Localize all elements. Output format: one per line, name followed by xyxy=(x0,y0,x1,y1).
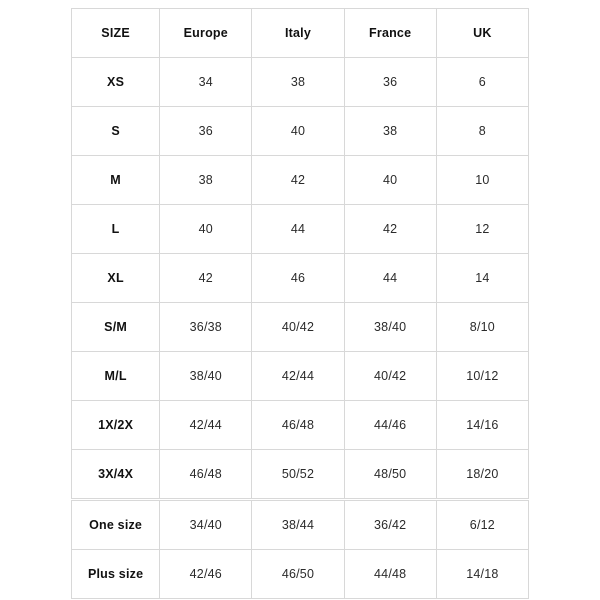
cell-france: 48/50 xyxy=(344,450,436,499)
cell-italy: 50/52 xyxy=(252,450,344,499)
row-label: L xyxy=(72,205,160,254)
table-row xyxy=(72,401,529,450)
cell-europe: 34/40 xyxy=(160,501,252,550)
table-row xyxy=(72,303,529,352)
cell-france: 40 xyxy=(344,156,436,205)
cell-france: 36/42 xyxy=(344,501,436,550)
cell-france: 44 xyxy=(344,254,436,303)
cell-italy: 38/44 xyxy=(252,501,344,550)
cell-uk: 12 xyxy=(436,205,528,254)
table-row xyxy=(72,550,529,599)
cell-france: 36 xyxy=(344,58,436,107)
cell-france: 40/42 xyxy=(344,352,436,401)
cell-uk: 6 xyxy=(436,58,528,107)
cell-europe: 42/44 xyxy=(160,401,252,450)
cell-uk: 10 xyxy=(436,156,528,205)
cell-europe: 42/46 xyxy=(160,550,252,599)
cell-france: 44/46 xyxy=(344,401,436,450)
table-row xyxy=(72,352,529,401)
row-label: M/L xyxy=(72,352,160,401)
cell-france: 44/48 xyxy=(344,550,436,599)
cell-europe: 36 xyxy=(160,107,252,156)
cell-europe: 36/38 xyxy=(160,303,252,352)
row-label: S/M xyxy=(72,303,160,352)
cell-uk: 8/10 xyxy=(436,303,528,352)
cell-uk: 14/16 xyxy=(436,401,528,450)
cell-france: 42 xyxy=(344,205,436,254)
cell-uk: 8 xyxy=(436,107,528,156)
cell-italy: 46/48 xyxy=(252,401,344,450)
cell-italy: 42 xyxy=(252,156,344,205)
cell-europe: 40 xyxy=(160,205,252,254)
table-row xyxy=(72,501,529,550)
cell-italy: 42/44 xyxy=(252,352,344,401)
primary-size-table xyxy=(71,8,529,499)
cell-europe: 38/40 xyxy=(160,352,252,401)
column-header-uk: UK xyxy=(436,9,528,58)
cell-uk: 6/12 xyxy=(436,501,528,550)
row-label: M xyxy=(72,156,160,205)
primary-size-table-wrapper xyxy=(71,8,529,499)
cell-uk: 18/20 xyxy=(436,450,528,499)
cell-europe: 34 xyxy=(160,58,252,107)
cell-italy: 46 xyxy=(252,254,344,303)
cell-france: 38/40 xyxy=(344,303,436,352)
cell-uk: 14 xyxy=(436,254,528,303)
cell-europe: 42 xyxy=(160,254,252,303)
primary-table-header xyxy=(72,9,529,58)
row-label: One size xyxy=(72,501,160,550)
row-label: 3X/4X xyxy=(72,450,160,499)
cell-italy: 40/42 xyxy=(252,303,344,352)
row-label: Plus size xyxy=(72,550,160,599)
table-row xyxy=(72,450,529,499)
secondary-size-table xyxy=(71,500,529,599)
cell-italy: 44 xyxy=(252,205,344,254)
row-label: XS xyxy=(72,58,160,107)
cell-italy: 40 xyxy=(252,107,344,156)
row-label: 1X/2X xyxy=(72,401,160,450)
secondary-table-body xyxy=(72,501,529,599)
secondary-size-table-wrapper xyxy=(71,500,529,599)
cell-italy: 38 xyxy=(252,58,344,107)
cell-uk: 10/12 xyxy=(436,352,528,401)
row-label: XL xyxy=(72,254,160,303)
cell-europe: 46/48 xyxy=(160,450,252,499)
cell-italy: 46/50 xyxy=(252,550,344,599)
table-row xyxy=(72,205,529,254)
table-row xyxy=(72,156,529,205)
row-label: S xyxy=(72,107,160,156)
column-header-size: SIZE xyxy=(72,9,160,58)
cell-uk: 14/18 xyxy=(436,550,528,599)
cell-europe: 38 xyxy=(160,156,252,205)
table-row xyxy=(72,58,529,107)
column-header-france: France xyxy=(344,9,436,58)
cell-france: 38 xyxy=(344,107,436,156)
table-row xyxy=(72,254,529,303)
primary-table-body xyxy=(72,58,529,499)
column-header-italy: Italy xyxy=(252,9,344,58)
column-header-europe: Europe xyxy=(160,9,252,58)
table-row xyxy=(72,107,529,156)
table-header-row xyxy=(72,9,529,58)
